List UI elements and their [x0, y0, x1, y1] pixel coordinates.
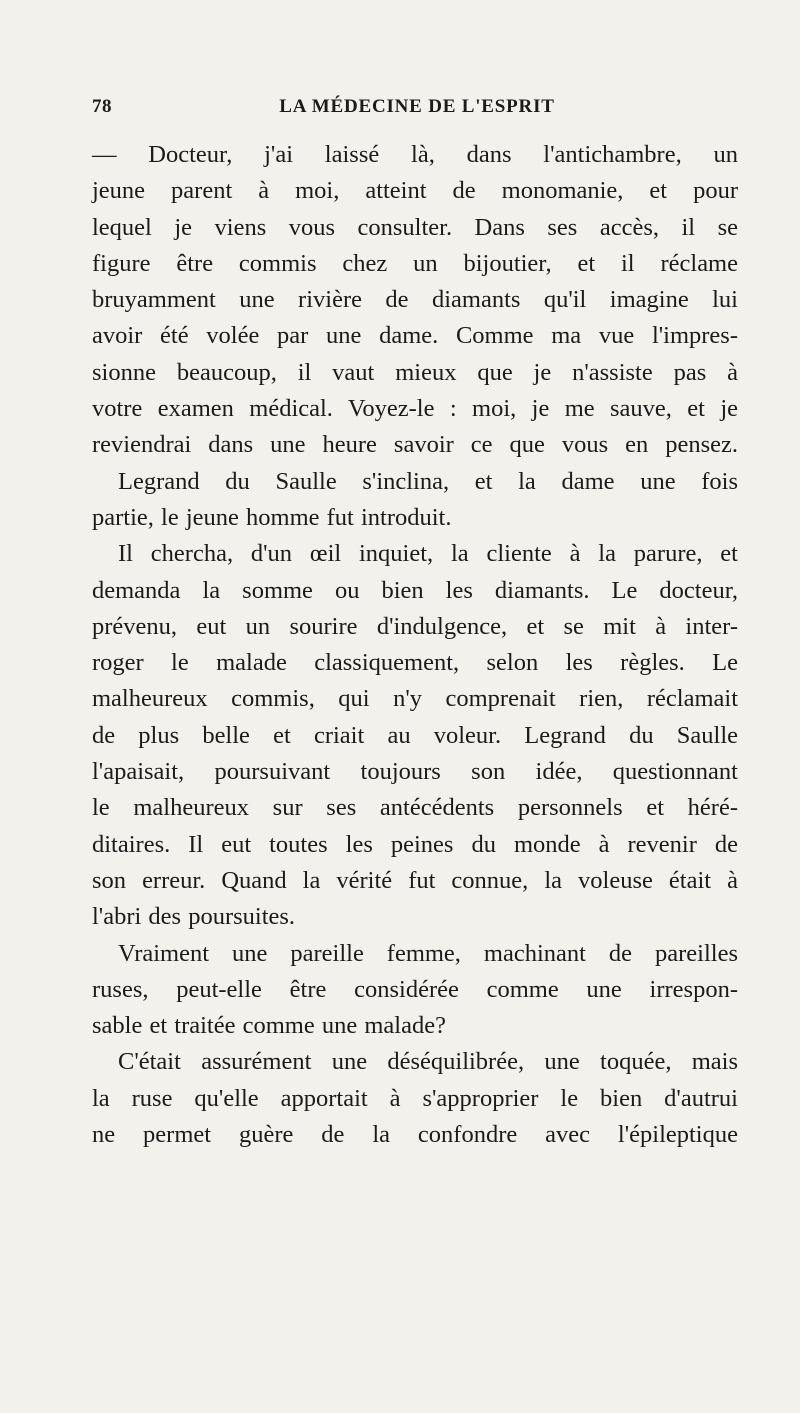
text-line: Vraiment une pareille femme, machinant de pareilles [118, 939, 738, 967]
text-line: C'était assurément une déséquilibrée, une toquée, mais [118, 1048, 738, 1076]
text-line: lequel je viens vous consulter. Dans ses accès, il se [92, 213, 738, 241]
text-line: sable et traitée comme une malade? [92, 1012, 446, 1040]
page-header [92, 96, 742, 122]
text-line: — Docteur, j'ai laissé là, dans l'antichambre, un [92, 141, 738, 168]
text-line: votre examen médical. Voyez-le : moi, je me sauve, et je [92, 395, 738, 423]
text-line: l'apaisait, poursuivant toujours son idée, questionnant [92, 758, 738, 786]
text-line: l'abri des poursuites. [92, 903, 296, 931]
text-line: reviendrai dans une heure savoir ce que vous en pensez. [92, 431, 738, 459]
text-line: de plus belle et criait au voleur. Legrand du Saulle [92, 721, 738, 749]
body-text [92, 137, 738, 1153]
page-number: 78 [92, 96, 112, 117]
text-line: la ruse qu'elle apportait à s'approprier le bien d'autrui [92, 1084, 738, 1112]
text-line: jeune parent à moi, atteint de monomanie, et pour [92, 177, 738, 205]
text-line: malheureux commis, qui n'y comprenait rien, réclamait [92, 685, 738, 713]
text-line: son erreur. Quand la vérité fut connue, la voleuse était à [92, 866, 738, 894]
text-line: bruyamment une rivière de diamants qu'il imagine lui [92, 286, 738, 314]
text-line: ne permet guère de la confondre avec l'épileptique [92, 1121, 738, 1149]
running-title: LA MÉDECINE DE L'ESPRIT [279, 96, 555, 117]
text-line: ruses, peut-elle être considérée comme une irrespon- [92, 975, 738, 1003]
text-line: demanda la somme ou bien les diamants. Le docteur, [92, 576, 738, 604]
text-line: Legrand du Saulle s'inclina, et la dame une fois [118, 467, 738, 495]
text-line: Il chercha, d'un œil inquiet, la cliente à la parure, et [118, 540, 738, 568]
text-line: le malheureux sur ses antécédents personnels et héré- [92, 794, 738, 822]
text-line: partie, le jeune homme fut introduit. [92, 503, 452, 531]
text-line: figure être commis chez un bijoutier, et il réclame [92, 249, 738, 277]
text-line: roger le malade classiquement, selon les règles. Le [92, 649, 738, 677]
text-line: ditaires. Il eut toutes les peines du monde à revenir de [92, 830, 738, 858]
text-line: avoir été volée par une dame. Comme ma vue l'impres- [92, 322, 738, 350]
text-line: sionne beaucoup, il vaut mieux que je n'assiste pas à [92, 358, 738, 386]
text-line: prévenu, eut un sourire d'indulgence, et se mit à inter- [92, 612, 738, 640]
